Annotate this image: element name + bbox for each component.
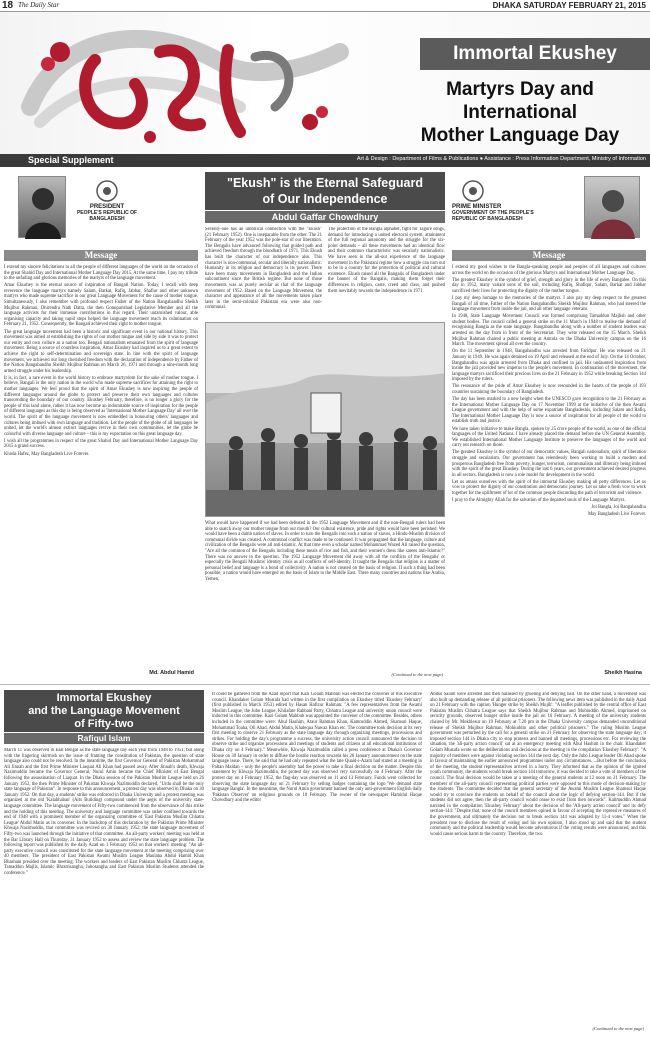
dateline: DHAKA SATURDAY FEBRUARY 21, 2015 — [492, 1, 646, 10]
pm-message-heading: Message — [532, 250, 566, 260]
pm-caption: PRIME MINISTER GOVERNMENT OF THE PEOPLE'S REPUBLIC OF BANGLADESH — [452, 204, 534, 222]
president-photo — [18, 176, 66, 238]
center-article-author: Abdul Gaffar Chowdhury — [205, 211, 445, 223]
credits-line: Art & Design : Department of Films & Publications ● Assistance : Press Information Department, Ministry of Information — [356, 156, 646, 162]
center-article-col2: The protection of the Bangla alphabet, fight for Tagore songs, demand for introducing a united electoral system, attainment of the full regional autonomy and the struggle for the six-point demands – all these movements had an identical flow and their common characteristic was secularly nationalistic. We have seen in the all-out experience of the language movement in the Pakistani regime how a struggle can turn out to be in a country for the protection of political and cultural existence. Ekush raised all the Bangalis of Bangladesh under the banner of the Bangalis, making them forget their differences in religion, caste, creed and class, and pushed them inevitably towards the independence in 1971. — [328, 227, 445, 294]
state-emblem-icon — [462, 180, 484, 202]
president-caption: PRESIDENT PEOPLE'S REPUBLIC OF BANGLADESH — [76, 204, 138, 222]
president-message-heading: Message — [84, 250, 118, 260]
page-number: 18 — [2, 0, 14, 11]
special-supplement-bar — [0, 154, 650, 167]
section-divider — [0, 684, 650, 685]
historic-photo — [205, 322, 445, 517]
center-article-continued: (Continued to the next page) — [391, 672, 443, 677]
supplement-banner — [0, 12, 650, 154]
banner-subtitle: Martyrs Day and International Mother Language Day — [420, 79, 620, 146]
pm-signature: Sheikh Hasina — [604, 670, 642, 676]
bottom-article-col3: Abdus Salam were arrested and then harassed by grueling and denying bail. On the other hand, a movement was also built up demanding release of all political prisoners. The following news item was published in the daily Azad on 21 February with the caption 'Hunger strike by Sheikh Mujib': "A leaflet published by the central office of East Pakistan Muslim Chhatra League says that Sheikh Mujibur Rahman and Mohiuddin Ahmed, imprisoned on security grounds, observed hunger strike inside the jail on 16 February. A meeting of the university students chaired by Mr. Mokhlesur on 19 February at 7.20 pm in the Dhaka University campus demanded unconditional release of Sheikh Mujibur Rahman, Mohiuddin and other political prisoners." The ruling Muslim League government was perturbed by the call for a general strike on 21 February for observing the state language day; it imposed section 144 in Dhaka city to stop protests and banned all meetings, processions etc. For reviewing the situation, the 'all-party action council' sat at an emergency meeting with Abul Hashim in the chair. Khandaker Golam Mustafa wrote on the deliberations and decisions at the meeting in the compilation 'Ekushey February': "A majority of members were against violating section 144 the next day. Only the Jubo League leader Oli Ahad spoke in favour of maintaining the earlier announced programmes under any circumstances. ...But before the conclusion of the meeting, the student representatives arrived in a hurry. They informed that as the opinion of the ignited youth community, the students would break section 144 tomorrow, it was decided to take a vote of members of the council. The final decision would be taken at a meeting of the general students at 12 noon on 21 February. The members of the all-party council representing political parties were opposed to this mode of decision-making by the students. The committee decided that the general secretary of the Awami Muslim League Shamsul Haque would try to convince the students on behalf of the council about the logic of defying section-144. But if the students did not agree, then the all-party council would cease to exist from then onwards". Kalimuddin Ahmad narrated in the compilation 'Ekushey February' about the decision of the 'All-party action council' and its defy section-144: "Despite that, none of the council members opined in favour of accepting the repressive measures of the government, and ultimately the decision not to break section 144 was adopted by 11-4 votes." When the president rose to disclose the result of voting and his own opinion, I also stood up and said that the student community and the political leadership would become adventurous if the voting results were announced, and this would cause serious harm to the country. Therefore, the two — [430, 692, 646, 837]
pm-photo — [584, 176, 640, 238]
paper-name: The Daily Star — [18, 1, 60, 9]
bottom-article — [4, 690, 646, 1040]
president-message-body: I extend my sincere felicitations to all the people of different languages of the world on the occasion of the great Shahid Day and International Mother Language Day 2015. At the same time, I pay my tribute to the unfading and glorious memories of the martyrs of the language movement. Amar Ekushey is the eternal source of inspiration of Bangali Nation. Today, I recall with deep reverence the language martyrs namely Salam, Barkat, Rafiq, Jabbar, Shafiur and other unknown martyrs who made supreme sacrifice in our great Language Movement for the cause of mother tongue. Simultaneously, I also remember with profound respect Father of the Nation Bangabandhu Sheikh Mujibur Rahman, Dhirendra Nath Datta, the then Gonoparishad Legislative Member and all the language activists for their immense contributions in this regard. Their untarnished valour, able organising capacity and taking rapid steps helped the language movement reach its culmination on February 21, 1952. Consequently, the Bangali achieved their right to mother tongue. The great language movement had been a historic and significant event in our national history. This movement was aimed at establishing the rights of our mother tongue and side by side it was to protect our entity and own culture as a nation too. Bengali nationalism emanated from the spirit of language movement. Being a source of countless inspiration, Amar Ekushey had inspired us to a great extent to achieve the right to self-determination and sovereign state. In line with the spirit of language movement, we achieved our long cherished freedom with the declaration of independence by Father of the Nation Bangabandhu Sheikh Mujibur Rahman on March 26, 1971 and through a nine-month long armed struggle under his leadership. It is, in fact, a rare event in the world history to embrace martyrdom for the sake of mother tongue. I believe, Bangali is the only nation in the world who made supreme sacrifices for attaining the right to mother languages. We feel proud that the spirit of Amar Ekushey is now inspiring the people of different languages around the globe to protect and preserve their own languages and cultures transcending the boundary of our country. Ekushey February, therefore, is no longer a glory for the people of this land alone, rather it has now become an indomitable source of inspiration for the people of different languages as this day is being observed as 'International Mother Language Day' all over the world. The spirit of the language movement is now embedded in honouring others' languages and cultures being imbued with own language and tradition. Let the people of the globe of all languages be united, let the world's almost extinct languages revive in their own communities, let the globe be colourful with diverse language and culture – this is my expectation on this great language day. I wish all the programmes in respect of the great Shahid Day and International Mother Language Day 2015 a grand success. Khoda Hafez, May Bangladesh Live Forever. — [4, 265, 198, 457]
state-emblem-icon — [96, 180, 118, 202]
bottom-article-col1: March 11 was observed in East Bengal as the state language day each year from 1948 to 1951; but along with the lingering skirmish on the issue of framing the constitution of Pakistan, the question of state language also could not be resolved. In the meantime, the first Governor General of Pakistan Mohammad Ali Jinnah and the first Prime Minister Liaquat Ali Khan had passed away. After Jinnah's death, Khwaja Nazimuddin became the Governor General, Nurul Amin became the Chief Minister of East Bengal following the assassination of Liaquat. In the Dhaka session of the Pakistan Muslim League held on 26 January 1952, the then Prime Minister of Pakistan Khwaja Nazimuddin declared, "Urdu shall be the only state language of Pakistan". In response to this announcement, a protest day was observed in Dhaka on 30 January 1952. On that day, a students' strike was enforced in Dhaka University and a protest meeting was organized at the old 'Kalabhaban' (Arts Building) compound under the aegis of the university state-language committee. The language movement of Fifty-two commenced from the observance of this strike and the holding of this meeting. The university and language committee was rather confined towards the end of 1948 with a prominent member of the organizing committee of 'East Pakistan Muslim Chhatra League' Abdul Matin as its convener. In the backdrop of this declaration by the Pakistan Prime Minister Khwaja Nazimuddin, that committee was revived on 30 January 1952; the state language movement of Fifty-two was launched through the initiative of that committee. An all-party workers' meeting was held at the Bar Library Hall on Thursday, 31 January 1952 to assess and review the state language problem. The following report was published by the daily Azad on 1 February 1952 on that workers' meeting: "An all-party executive council was constituted for the state language movement at the meeting comprising over 40 members. The president of East Pakistan Awami Muslim League Maulana Abdul Hamid Khan Bhashani presided over the meeting. The workers and leaders of East Pakistan Muslim Chhatra League, Tamaddun Majlis, Islamic Bhratrisangha, Jubosangha and East Pakistan Muslim Students attended the conference." — [4, 748, 204, 877]
ekushey-artwork-icon — [0, 12, 400, 154]
center-article-title: "Ekush" is the Eternal Safeguard of Our Independence — [205, 172, 445, 210]
bottom-article-continued: (Continued to the next page) — [592, 1026, 644, 1031]
special-supplement-label: Special Supplement — [28, 155, 114, 165]
bottom-article-title: Immortal Ekushey and the Language Movement of Fifty-two — [4, 690, 204, 732]
president-message — [4, 172, 198, 682]
center-article-col1: Seventy-one has an umbilical connection with the "Ekush" (21 February 1952). One is inseparable from the other. The 21 February of the year 1952 was the pole-star of our liberation. The Bengalis have advanced following that guided path and achieved freedom through the bloodbath of 1971. This Ekush has built the character of our independence also. This character is non-communal, secular and liberally nationalistic. Humanity in its religion and democracy is its power. There have been many movements in Bangladesh and the Indian subcontinent since the British regime. But none of those movements was as purely secular as that of the language movement of 1952. Based on the Language Movement, the character and appearance of all the movements taken place later in the semi-colonial Pakistani era were also non-communal. — [205, 227, 322, 311]
banner-title: Immortal Ekushey — [420, 38, 650, 70]
pm-message-body: I extend my good wishes to the Bangla-speaking people and peoples of all languages and cultures across the world on the occasion of the glorious Martyrs and International Mother Language Day. The greatest Ekushey is the symbol of grief, strength and glory in the life of every Bangalee. On this day in 1952, many valiant sons of the soil, including Rafiq, Shafiqur, Salam, Barkat and Jabbar sacrificed their lives for protecting the dignity of the mother tongue. I pay my deep homage to the memories of the martyrs. I also pay my deep respect to the greatest Bangali of all time, Father of the Nation Bangabandhu Sheikh Mujibur Rahman, who had steered the language movement from inside the jail, and all other language veterans. In 1948, State Language Movement Council was formed comprising Tamaddun Majlish and other student bodies. The council called a general strike on the 11 March in 1948 to realise the demand of recognising Bangla as the state language. Bangabandhu along with a number of student leaders was arrested on the day from in front of the Secretariat. They were released on the 15 March. Sheikh Mujibur Rahman chaired a public meeting at Amtola on the Dhaka University campus on the 16 March. The movement spread all over the country. On the 11 September in 1948, Bangabandhu was arrested from Faridpur. He was released on 21 January in 1949. He was again detained on 19 April and released at the end of July. On the 14 October, Bangabandhu was again arrested from Dhaka and confined in jail. His undaunted inspiration from inside the jail provided new impetus to the people's movement. In continuation of the movement, the language martyrs sacrificed their precious lives on the 21 February in 1952 while breaking Section 144 imposed by the rulers. The resonance of the pride of Amar Ekushey is now resounded in the hearts of the people of 193 countries sustaining the boundary of Bangladesh. The day has been marked to a new height when the UNESCO gave recognition to the 21 February as the International Mother Language Day on 17 November 1999 at the initiative of the then Awami League government and with the help of some expatriate Bangladeshis, including Salam and Rafiq. The International Mother Language Day is now a source of inspiration for all people of the world to establish truth and justice. We have taken initiative to make Bangla, spoken by 25 crore people of the world, as one of the official languages of the United Nations. I have already placed the demand before the UN General Assembly. We established International Mother Language Institute to preserve the languages of the world and carry out research on those. The greatest Ekushey is the symbol of our democratic values, Bangali nationalism, spirit of liberation struggle and secularism. Our government has relentlessly been working to build a modern and prosperous Bangladesh free from poverty, hunger, terrorism, communalism and illiteracy being imbued with the spirit of the great Ekushey. During the last 6 years, our government achieved desired progress in all sectors. Bangladesh is now a role model for development in the world. Let us amass ourselves with the spirit of the immortal Ekushey making all petty differences. Let us vow to protect the dignity of our constitution and democratic journey. Let us take a fresh vow to work together for the upliftment of lot of the common people discarding the path of terrorism and violence. I pray to the Almighty Allah for the salvation of the departed souls of the Language Martyrs. Joi Bangla, Joi Bangabandhu May Bangladesh Live Forever. — [452, 265, 646, 518]
page-header — [0, 0, 650, 12]
pm-message — [452, 172, 646, 682]
center-article — [205, 172, 445, 682]
president-signature: Md. Abdul Hamid — [149, 670, 194, 676]
bottom-article-author: Rafiqul Islam — [4, 733, 204, 744]
bottom-article-col2: It could be gathered from the Azad report that Kazi Golam Mahbub was elected the convener of this executive council. Khandaker Golam Mustafa had written in the first compilation on Ekushey titled 'Ekushey February' (first published in March 1953) edited by Hasan Hafizur Rahman: "A few representatives from the Awami Muslim League, the Jubo League, Khilafate Rabbani Party, Chhatra League and university union council were inducted in this committee. Kazi Golam Mahbub was appointed the convener of the committee. Besides, others included in the committee were: Abul Hashim, Ataur Rahman Khan, Kamruddin Ahmed, Shamsul Haque, Mohammad Toaha, Oli Ahad, Abdul Matin, Khalequa Nawaz Khan etc. The committee took decision at its very first meeting to observe 21 February as the state language day through organizing meetings, processions and strikes. For holding the day's programme a success, the university action council announced the decision to observe strike and organize processions and meetings of students and citizens at all educational institutions of Dhaka city on 4 February." Meanwhile, Khwaja Nazimuddin called a press conference at Dhaka's Governor House on 30 January in order to diffuse the hostile reaction towards his 26 January announcement on the state language issue. There, he said that he had only repeated what the late Quaid-i-Azam had stated at a meeting in Paltan Maidan – only the people's assembly had the power to take a final decision on the matter. Despite this statement by Khwaja Nazimuddin, the protest day was observed very successfully on 4 February. After the protest day on 4 February 1952, the flag-day was observed on 11 and 13 February. Funds were collected for observing the state language day on 21 February by selling badges containing the logo 'We demand state language Bangla'. In the meantime, the Nurul Amin government banned the only anti-government English daily 'Pakistan Observer' on religious grounds on 10 February. The owner of the newspaper Hamidul Haque Chowdhury and the editor — [212, 692, 422, 804]
center-article-bottom: What would have happened if we had been defeated in the 1952 Language Movement and if the non-Bengali rulers had been able to snatch away our mother tongue from our mouth? Our cultural existence, pride and rights would have been perished. We would have been a dumb nation of slaves. In order to turn the Bengalis into such a nation of slaves, a Hindu-Muslim division of communal divide was created. A communal conflict was made to be continued. It was propagated that the language, culture and civilization of the Bengalis were all anti-Islamic. At that time even a scholar named Mohammad Wazed Ali raised the question, "Are all the common of the Bengalis including these meals of rice and fish, and their women's dress like sarees anti-Islamic?" There was no answer to the question. The 1952 Language Movement did away with all the conflicts of the Bengalis' or especially the Bengali Muslims' identity crisis as all conflicts of self-identity. It taught the Bengalis that religion is a matter of personal belief and language is a bond of collectivity. A nation is not created on the basis of religion. If such a thing had been possible, a nation would have emerged on the basis of Islam in the Middle East. There many countries and nations like Arabia, Yemen, — [205, 521, 445, 582]
